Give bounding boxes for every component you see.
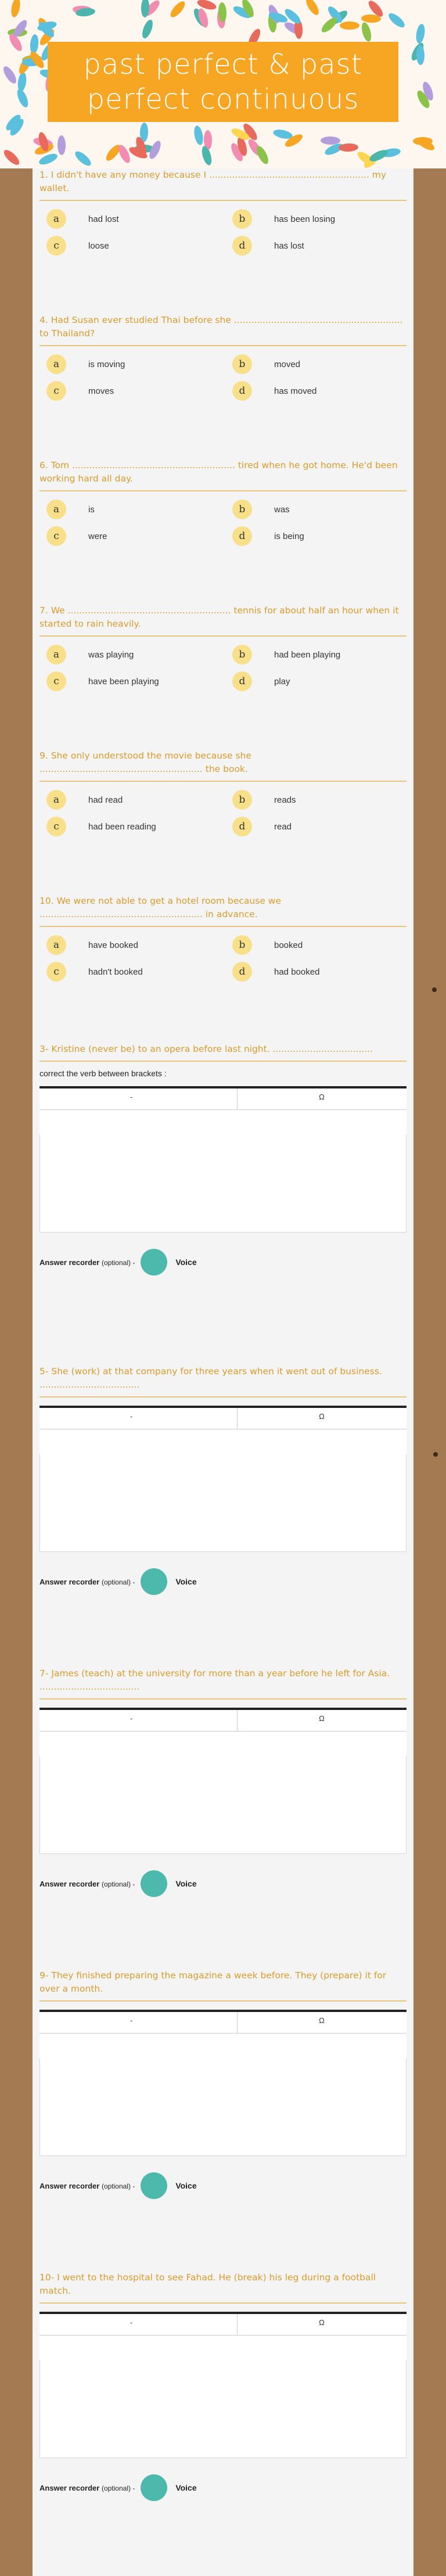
option-label: read [274, 821, 292, 832]
toolbar-key[interactable]: - [130, 2318, 133, 2327]
divider [39, 781, 407, 782]
voice-label: Voice [175, 2483, 197, 2492]
option-label: has moved [274, 386, 317, 396]
instruction-text: correct the verb between brackets : [39, 1069, 167, 1078]
page-title: past perfect & past perfect continuous [83, 48, 363, 116]
mc-question [39, 749, 407, 841]
option-c[interactable] [46, 526, 221, 546]
options [39, 500, 407, 551]
option-label: booked [274, 940, 303, 950]
toolbar-key[interactable]: Ω [319, 2016, 325, 2025]
option-letter: b [232, 500, 252, 519]
option-label: is being [274, 531, 304, 541]
answer-recorder [39, 2473, 407, 2502]
decorative-leaf [416, 45, 425, 65]
options [39, 935, 407, 986]
answer-recorder [39, 1869, 407, 1898]
question-text: 9- They finished preparing the magazine a week before. They (prepare) it for over a month. [39, 1970, 387, 1994]
option-d[interactable] [232, 671, 407, 691]
question-text: 3- Kristine (never be) to an opera before last night. ................................... [39, 1044, 373, 1054]
option-b[interactable] [232, 500, 407, 519]
answer-recorder [39, 1567, 407, 1596]
divider [39, 345, 407, 346]
question-text: 9. She only understood the movie because she ......................................................... the book. [39, 750, 251, 774]
divider [39, 635, 407, 637]
option-c[interactable] [46, 962, 221, 982]
voice-label: Voice [175, 1258, 197, 1267]
options [39, 790, 407, 841]
toolbar-key[interactable]: - [130, 1412, 133, 1421]
question-text: 5- She (work) at that company for three years when it went out of business. ................................... [39, 1366, 382, 1390]
toolbar-divider [39, 1109, 407, 1110]
decorative-leaf [1, 64, 19, 85]
option-label: play [274, 676, 290, 687]
question-text: 7. We ......................................................... tennis for about half an hour when it started to rain heavily. [39, 605, 399, 629]
symbol-toolbar [39, 1086, 407, 1135]
decorative-leaf [413, 137, 433, 145]
mc-question [39, 604, 407, 696]
recorder-label: Answer recorder (optional) - [39, 1879, 135, 1888]
toolbar-key[interactable]: - [130, 2016, 133, 2025]
record-button[interactable] [141, 2474, 167, 2501]
option-d[interactable] [232, 817, 407, 836]
option-a[interactable] [46, 935, 221, 955]
option-label: moves [88, 386, 114, 396]
decorative-leaf [200, 145, 214, 167]
symbol-toolbar [39, 2010, 407, 2058]
decorative-leaf [15, 88, 30, 109]
question-text: 10. We were not able to get a hotel room because we ......................................................... in advance. [39, 896, 282, 919]
toolbar-key[interactable]: Ω [319, 1412, 325, 1421]
option-letter: a [46, 790, 66, 810]
mc-question [39, 314, 407, 405]
toolbar-divider [39, 2033, 407, 2034]
title-box [48, 42, 398, 122]
decorative-leaf [2, 148, 21, 167]
decorative-leaf [73, 149, 93, 168]
option-letter: b [232, 790, 252, 810]
decorative-leaf [168, 0, 187, 19]
option-d[interactable] [232, 962, 407, 982]
record-button[interactable] [141, 1870, 167, 1897]
question-text: 6. Tom ......................................................... tired when he got home. He'd been working hard all day. [39, 460, 398, 484]
options [39, 209, 407, 260]
open-question [39, 2271, 407, 2502]
answer-recorder [39, 2171, 407, 2200]
option-letter: c [46, 381, 66, 401]
voice-label: Voice [175, 2181, 197, 2190]
open-question [39, 1969, 407, 2200]
option-label: has lost [274, 240, 304, 251]
question-text: 10- I went to the hospital to see Fahad. He (break) his leg during a football match. [39, 2272, 376, 2296]
divider [39, 1396, 407, 1397]
option-label: was [274, 504, 290, 515]
open-question [39, 1043, 407, 1277]
mc-question [39, 168, 407, 260]
board-bolt [433, 1452, 438, 1457]
toolbar-key[interactable]: Ω [319, 1714, 325, 1723]
open-question [39, 1667, 407, 1898]
option-letter: c [46, 236, 66, 256]
option-b[interactable] [232, 790, 407, 810]
option-a[interactable] [46, 790, 221, 810]
option-b[interactable] [232, 354, 407, 374]
answer-recorder [39, 1248, 407, 1277]
decorative-leaf [141, 19, 155, 40]
symbol-toolbar [39, 1708, 407, 1756]
decorative-leaf [57, 135, 66, 155]
divider [39, 2302, 407, 2304]
option-a[interactable] [46, 209, 221, 229]
toolbar-key[interactable]: Ω [319, 2318, 325, 2327]
decorative-leaf [360, 21, 373, 42]
question-text: 1. I didn't have any money because I ........................................................ my wallet. [39, 170, 387, 193]
option-letter: c [46, 671, 66, 691]
record-button[interactable] [141, 2172, 167, 2199]
option-label: moved [274, 359, 301, 369]
option-label: had lost [88, 214, 119, 224]
option-label: have been playing [88, 676, 159, 687]
option-letter: a [46, 645, 66, 664]
option-label: is [88, 504, 95, 515]
option-label: has been losing [274, 214, 336, 224]
option-label: have booked [88, 940, 138, 950]
option-letter: d [232, 962, 252, 982]
divider [39, 926, 407, 927]
decorative-banner [0, 0, 446, 168]
divider [39, 1061, 407, 1062]
option-c[interactable] [46, 671, 221, 691]
decorative-leaf [340, 21, 359, 30]
option-label: reads [274, 795, 296, 805]
options [39, 354, 407, 405]
option-letter: d [232, 817, 252, 836]
decorative-leaf [319, 15, 339, 34]
option-a[interactable] [46, 500, 221, 519]
option-label: were [88, 531, 107, 541]
question-text: 7- James (teach) at the university for more than a year before he left for Asia. ................................... [39, 1668, 390, 1692]
options [39, 645, 407, 696]
divider [39, 2000, 407, 2002]
recorder-label: Answer recorder (optional) - [39, 1577, 135, 1586]
option-letter: d [232, 526, 252, 546]
worksheet [33, 168, 413, 2576]
decorative-leaf [338, 143, 358, 152]
option-letter: a [46, 935, 66, 955]
option-b[interactable] [232, 645, 407, 664]
divider [39, 490, 407, 491]
recorder-label: Answer recorder (optional) - [39, 2181, 135, 2190]
decorative-leaf [387, 11, 407, 30]
option-letter: b [232, 209, 252, 229]
toolbar-key[interactable]: - [130, 1093, 133, 1101]
voice-label: Voice [175, 1577, 197, 1586]
option-label: hadn't booked [88, 967, 143, 977]
option-letter: c [46, 962, 66, 982]
recorder-label: Answer recorder (optional) - [39, 1258, 135, 1267]
option-b[interactable] [232, 935, 407, 955]
option-c[interactable] [46, 381, 221, 401]
option-label: had read [88, 795, 123, 805]
board-bolt [432, 987, 437, 992]
option-c[interactable] [46, 817, 221, 836]
option-letter: d [232, 381, 252, 401]
decorative-leaf [117, 143, 132, 165]
option-a[interactable] [46, 645, 221, 664]
option-letter: a [46, 209, 66, 229]
option-letter: d [232, 671, 252, 691]
option-label: had booked [274, 967, 320, 977]
option-letter: a [46, 500, 66, 519]
option-d[interactable] [232, 526, 407, 546]
symbol-toolbar [39, 2312, 407, 2361]
option-letter: c [46, 526, 66, 546]
option-d[interactable] [232, 236, 407, 256]
option-letter: d [232, 236, 252, 256]
decorative-leaf [415, 23, 426, 44]
symbol-toolbar [39, 1406, 407, 1454]
option-d[interactable] [232, 381, 407, 401]
decorative-leaf [197, 8, 210, 29]
option-label: was playing [88, 649, 134, 660]
decorative-leaf [10, 0, 21, 18]
option-c[interactable] [46, 236, 221, 256]
voice-label: Voice [175, 1879, 197, 1888]
record-button[interactable] [141, 1249, 167, 1276]
option-b[interactable] [232, 209, 407, 229]
recorder-label: Answer recorder (optional) - [39, 2483, 135, 2492]
option-letter: c [46, 817, 66, 836]
option-label: loose [88, 240, 109, 251]
divider [39, 1698, 407, 1700]
mc-question [39, 894, 407, 986]
option-label: is moving [88, 359, 125, 369]
option-letter: b [232, 354, 252, 374]
option-letter: a [46, 354, 66, 374]
decorative-leaf [304, 0, 321, 17]
option-label: had been playing [274, 649, 341, 660]
record-button[interactable] [141, 1568, 167, 1595]
question-text: 4. Had Susan ever studied Thai before she ........................................................... to Thailand? [39, 315, 403, 339]
toolbar-divider [39, 2335, 407, 2336]
option-letter: b [232, 935, 252, 955]
open-question [39, 1365, 407, 1596]
divider [39, 200, 407, 201]
option-a[interactable] [46, 354, 221, 374]
toolbar-key[interactable]: - [130, 1714, 133, 1723]
option-letter: b [232, 645, 252, 664]
decorative-leaf [193, 125, 204, 146]
toolbar-key[interactable]: Ω [319, 1093, 325, 1101]
mc-question [39, 459, 407, 551]
option-label: had been reading [88, 821, 156, 832]
